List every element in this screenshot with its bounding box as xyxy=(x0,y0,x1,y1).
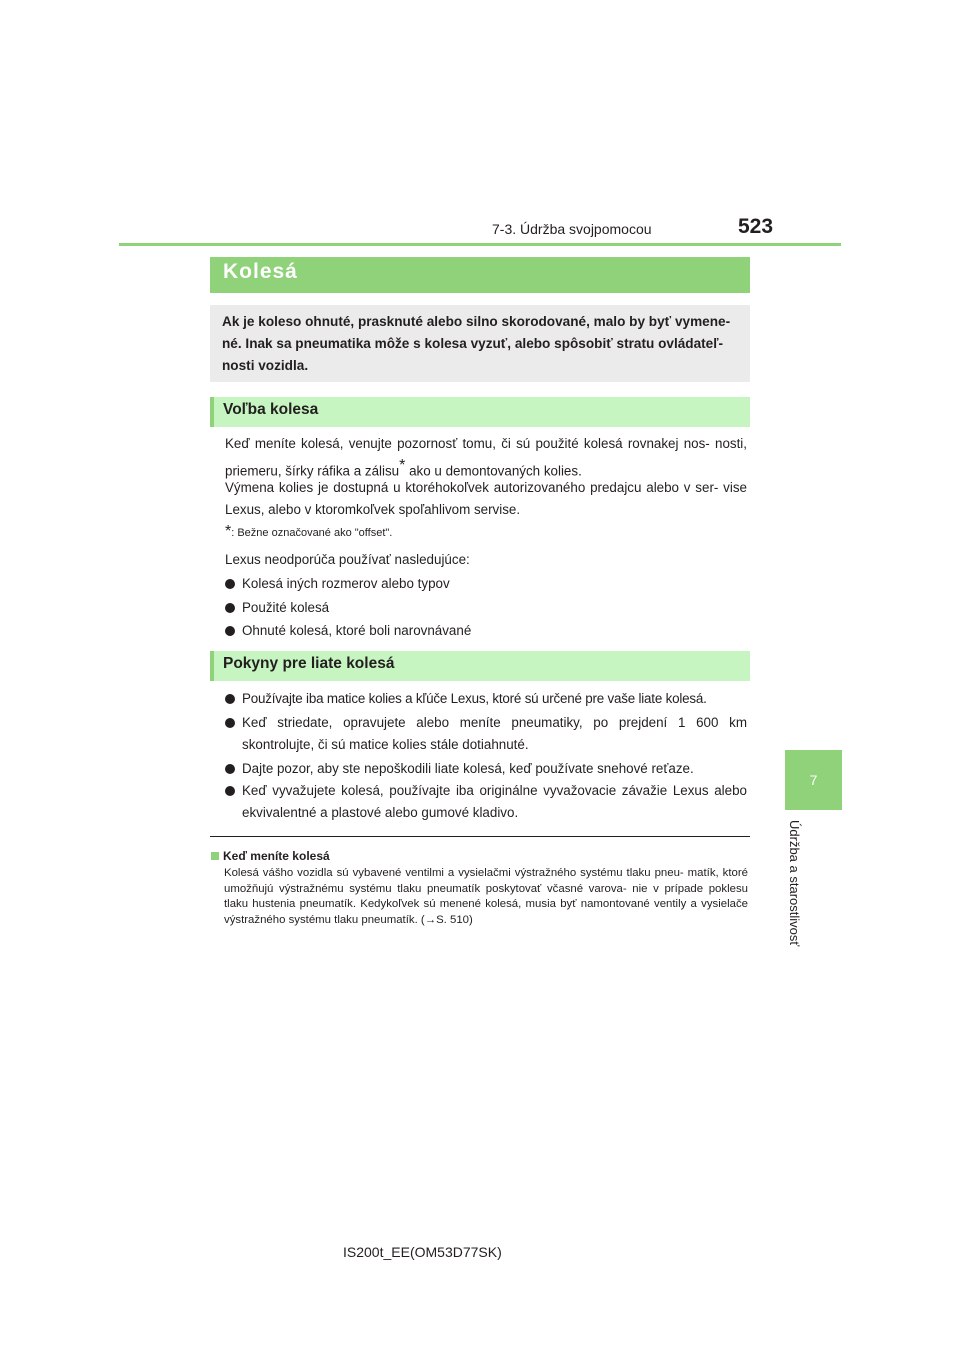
footnote xyxy=(225,521,747,544)
note-heading: Keď meníte kolesá xyxy=(211,849,330,863)
intro-text: Ak je koleso ohnuté, prasknuté alebo silno skorodované, malo by byť vymene- né. Inak sa pneumatika môže s kolesa vyzuť, alebo spôsobiť stratu ovládateľ- nosti vozidla. xyxy=(222,314,731,373)
bullet-icon xyxy=(225,579,235,589)
list-item: Používajte iba matice kolies a kľúče Lexus, ktoré sú určené pre vaše liate kolesá. xyxy=(225,688,747,710)
header-section-title: 7-3. Údržba svojpomocou xyxy=(492,221,652,237)
footer-model-code: IS200t_EE(OM53D77SK) xyxy=(343,1244,502,1260)
bullet-icon xyxy=(225,764,235,774)
footnote-mark: * xyxy=(225,523,232,540)
page-title-bar xyxy=(210,257,750,293)
list-item: Kolesá iných rozmerov alebo typov xyxy=(225,573,747,595)
section-header-alloy-wheels xyxy=(210,651,750,681)
list-item: Keď vyvažujete kolesá, používajte iba originálne vyvažovacie závažie Lexus alebo ekvivalentné a plastové alebo gumové kladivo. xyxy=(225,780,747,824)
paragraph-wheel-match: Keď meníte kolesá, venujte pozornosť tomu, či sú použité kolesá rovnakej nos- nosti, priemeru, šírky ráfika a zálisu* ako u demontovaných kolies. xyxy=(225,436,747,479)
asterisk-mark: * xyxy=(399,457,406,474)
intro-box xyxy=(210,305,750,382)
bullet-icon xyxy=(225,603,235,613)
list-item: Keď striedate, opravujete alebo meníte pneumatiky, po prejdení 1 600 km skontrolujte, či sú matice kolies stále dotiahnuté. xyxy=(225,712,747,756)
bullet-icon xyxy=(225,694,235,704)
section-title: Voľba kolesa xyxy=(223,401,319,418)
divider xyxy=(210,836,750,837)
note-body: Kolesá vášho vozidla sú vybavené ventilmi a vysielačmi výstražného systému tlaku pneu- matík, ktoré umožňujú výstražnému systému tlaku pneumatík poskytovať včasné varova- nie v prípade poklesu tlaku hustenia pneumatík. Kedykoľvek sú menené kolesá, musia byť namontované ventily a vysielače výstražného systému tlaku pneumatík. (→S. 510) xyxy=(224,867,748,926)
section-title: Pokyny pre liate kolesá xyxy=(223,655,395,672)
footnote-text: : Bežne označované ako "offset". xyxy=(231,527,393,539)
header-rule xyxy=(119,243,841,246)
square-bullet-icon xyxy=(211,852,219,860)
bullet-icon xyxy=(225,626,235,636)
chapter-side-label xyxy=(786,820,806,965)
list-item: Použité kolesá xyxy=(225,597,747,619)
page-number: 523 xyxy=(738,215,774,238)
list-item: Dajte pozor, aby ste nepoškodili liate kolesá, keď používate snehové reťaze. xyxy=(225,758,747,780)
paragraph-wheel-service: Výmena kolies je dostupná u ktoréhokoľvek autorizovaného predajcu alebo v ser- vise Lexus, alebo v ktoromkoľvek spoľahlivom servise. xyxy=(225,480,747,517)
chapter-side-label-text: Údržba a starostlivosť xyxy=(787,820,802,947)
paragraph-lead: Lexus neodporúča používať nasledujúce: xyxy=(225,552,470,567)
bullet-icon xyxy=(225,786,235,796)
chapter-tab: 7 xyxy=(785,750,842,810)
section-header-wheel-choice xyxy=(210,397,750,427)
list-item: Ohnuté kolesá, ktoré boli narovnávané xyxy=(225,620,747,642)
bullet-icon xyxy=(225,718,235,728)
page-title: Kolesá xyxy=(223,260,298,283)
